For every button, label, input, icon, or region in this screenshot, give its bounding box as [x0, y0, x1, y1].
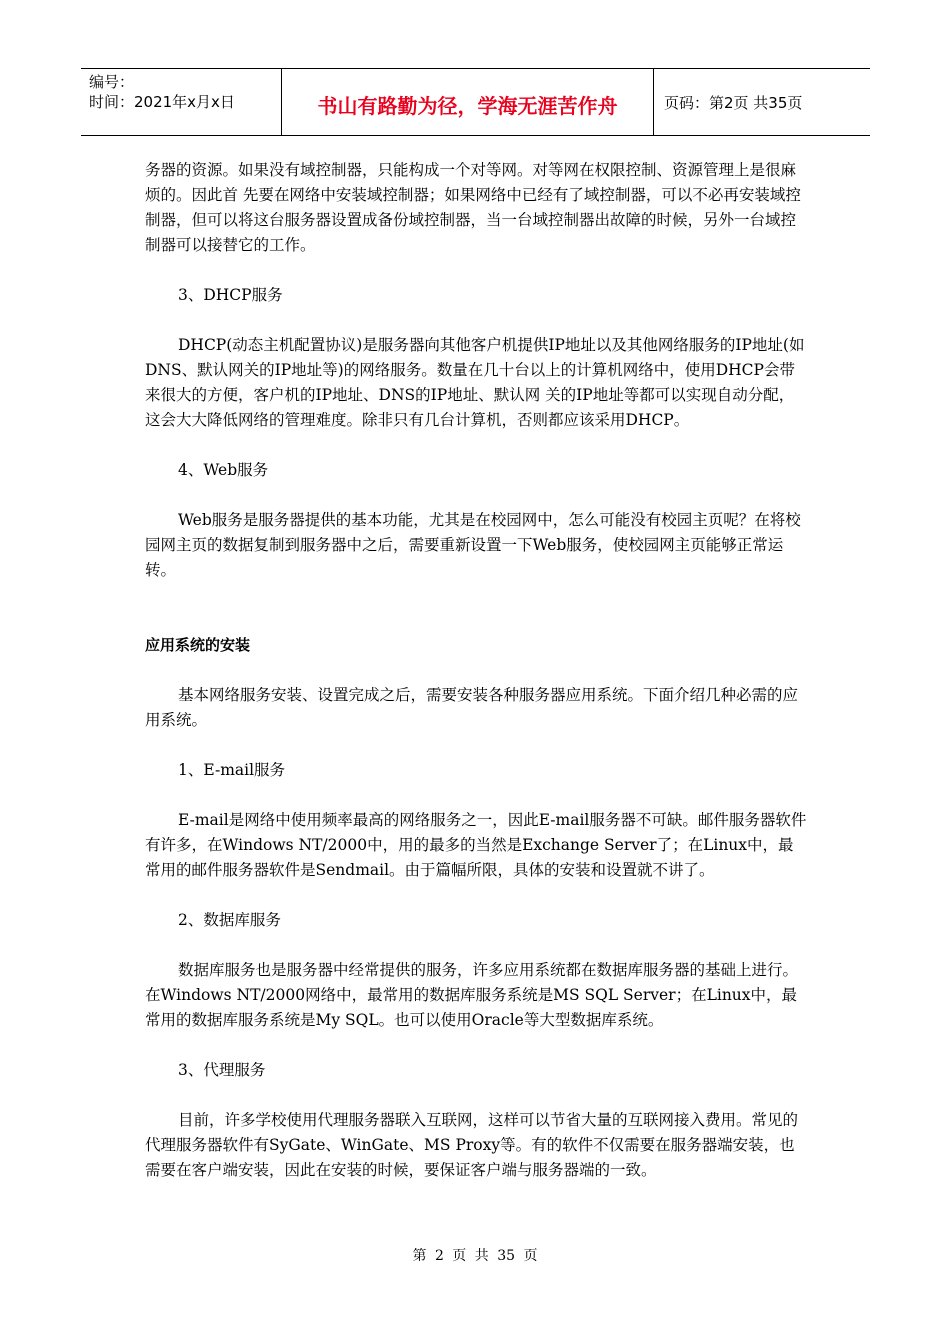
- header-page-info: 页码：第2页 共35页: [664, 93, 803, 112]
- subsection-heading-dhcp: 3、DHCP服务: [178, 286, 283, 304]
- page-footer: 第 2 页 共 35 页: [412, 1248, 538, 1264]
- subsection-heading-email: 1、E-mail服务: [178, 761, 286, 779]
- subsection-heading-database: 2、数据库服务: [178, 911, 281, 929]
- document-number-label: 编号：: [89, 73, 135, 91]
- subsection-heading-web: 4、Web服务: [178, 461, 269, 479]
- document-date: 时间：2021年x月x日: [89, 93, 235, 111]
- paragraph: Web服务是服务器提供的基本功能，尤其是在校园网中，怎么可能没有校园主页呢？在将校园网主页的数据复制到服务器中之后，需要重新设置一下Web服务，使校园网主页能够正常运转。: [145, 511, 801, 579]
- page-header: [81, 68, 870, 136]
- subsection-heading-proxy: 3、代理服务: [178, 1061, 266, 1079]
- paragraph: 务器的资源。如果没有域控制器，只能构成一个对等网。对等网在权限控制、资源管理上是很麻烦的。因此首 先要在网络中安装域控制器；如果网络中已经有了域控制器，可以不必再安装域控制器，但可以将这台服务器设置成备份域控制器，当一台域控制器出故障的时候，另外一台域控制器可以接替它的工作。: [145, 161, 801, 254]
- paragraph: 基本网络服务安装、设置完成之后，需要安装各种服务器应用系统。下面介绍几种必需的应用系统。: [145, 686, 799, 729]
- section-title: 应用系统的安装: [145, 636, 251, 654]
- header-meta-cell: [81, 69, 282, 135]
- paragraph: 目前，许多学校使用代理服务器联入互联网，这样可以节省大量的互联网接入费用。常见的代理服务器软件有SyGate、WinGate、MS Proxy等。有的软件不仅需要在服务器端安装，也需要在客户端安装，因此在安装的时候，要保证客户端与服务器端的一致。: [145, 1111, 799, 1179]
- paragraph: DHCP(动态主机配置协议)是服务器向其他客户机提供IP地址以及其他网络服务的IP地址(如DNS、默认网关的IP地址等)的网络服务。数量在几十台以上的计算机网络中，使用DHCP会带来很大的方便，客户机的IP地址、DNS的IP地址、默认网 关的IP地址等都可以实现自动分配，这会大大降低网络的管理难度。除非只有几台计算机，否则都应该采用DHCP。: [145, 336, 805, 429]
- paragraph: 数据库服务也是服务器中经常提供的服务，许多应用系统都在数据库服务器的基础上进行。在Windows NT/2000网络中，最常用的数据库服务系统是MS SQL Server；在Linux中，最常用的数据库服务系统是My SQL。也可以使用Oracle等大型数据库系统。: [145, 961, 799, 1029]
- document-body: [145, 158, 807, 1183]
- paragraph: E-mail是网络中使用频率最高的网络服务之一，因此E-mail服务器不可缺。邮件服务器软件有许多，在Windows NT/2000中，用的最多的当然是Exchange Server了；在Linux中，最常用的邮件服务器软件是Sendmail。由于篇幅所限，具体的安装和设置就不讲了。: [145, 811, 807, 879]
- header-motto: 书山有路勤为径，学海无涯苦作舟: [282, 69, 654, 135]
